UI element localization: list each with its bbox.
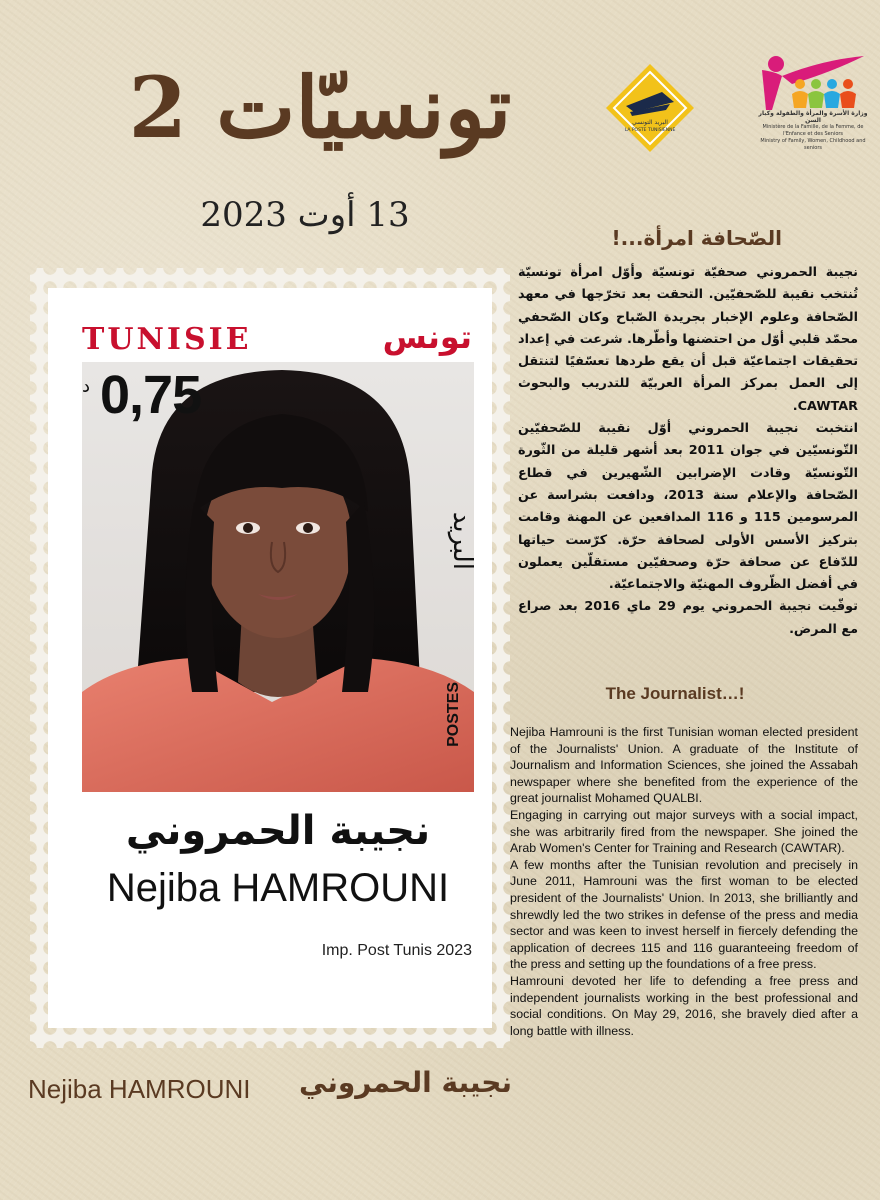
stamp-country-ar: تونس [382, 318, 472, 356]
english-paragraph: Nejiba Hamrouni is the first Tunisian woman elected president of the Journalists' Union. A graduate of the Institute of Journalism and Information Sciences, she joined the Assabah newspaper where she benefited from the experience of the great journalist Mohamed QUALBI. [510, 725, 858, 806]
stamp-value: 0,75 [100, 365, 202, 425]
caption-name-ar: نجيبة الحمروني [298, 1066, 512, 1099]
stamp-currency: د [82, 376, 91, 397]
stamp-postes-ar: البريد [447, 511, 477, 570]
svg-text:LA POSTE TUNISIENNE: LA POSTE TUNISIENNE [624, 128, 676, 133]
stamp-name-en: Nejiba HAMROUNI [106, 866, 450, 910]
english-heading: The Journalist…! [605, 684, 745, 703]
ministry-name-ar: وزارة الأسرة والمرأة والطفولة وكبار السن [758, 110, 868, 124]
portrait-photo [82, 362, 474, 792]
arabic-paragraph: نجيبة الحمروني صحفيّة تونسيّة وأوّل امرأة تونسيّة تُنتخب نقيبة للصّحفيّين. التحقت بعد تخرّجها في معهد الصّحافة وعلوم الإخبار بجريدة الصّباح وكان الصّحفي محمّد قلبي أوّل من احتضنها وأطّرها. شرعت في إعداد تحقيقات اجتماعيّة قبل أن يقع طردها تعسّفيًا لتنتقل إلى العمل بمركز المرأة العربيّة للتدريب والبحوث CAWTAR. [518, 265, 858, 414]
la-poste-logo [604, 62, 696, 154]
english-body [510, 724, 858, 1039]
ministry-name-en: Ministry of Family, Women, Childhood and seniors [760, 138, 866, 151]
stamp-postes-fr: POSTES [445, 682, 462, 747]
ministry-name-fr: Ministère de la Famille, de la Femme, de l'Enfance et des Seniors [762, 124, 864, 137]
la-poste-tunisienne-logo-icon [604, 62, 696, 154]
caption-name-en: Nejiba HAMROUNI [28, 1074, 251, 1104]
series-title: تونسيّات 2 [128, 58, 512, 157]
issue-date: 13 أوت 2023 [200, 195, 410, 235]
svg-text:البريد التونسي: البريد التونسي [632, 119, 668, 126]
arabic-paragraph: توفّيت نجيبة الحمروني يوم 29 ماي 2016 بعد صراع مع المرض. [518, 599, 858, 637]
english-paragraph: Engaging in carrying out major surveys with a social impact, she was arbitrarily fired from the newspaper. She joined the Arab Women's Center for Training and Research (CAWTAR). [510, 807, 858, 856]
ministry-name [752, 110, 874, 152]
portrait-image [82, 362, 474, 792]
stamp-name-ar: نجيبة الحمروني [125, 808, 431, 854]
arabic-heading: الصّحافة امرأة...! [611, 226, 782, 250]
english-paragraph: A few months after the Tunisian revolution and precisely in June 2011, Hamrouni was the first woman to be elected president of the Journalists' Union. In 2013, she brilliantly and shrewdly led the two strikes in defense of the press and media sector and was keen to invest herself in fiercely defending the application of decrees 115 and 116 guaranteeing freedom of the press and setting up the foundations of a free press. [510, 857, 858, 972]
arabic-body [518, 262, 858, 641]
english-paragraph: Hamrouni devoted her life to defending a free press and independent journalists working in the best professional and social conditions. On May 29, 2016, she bravely died after a long battle with illness. [510, 973, 858, 1038]
arabic-paragraph: انتخبت نجيبة الحمروني أوّل نقيبة للصّحفيّين التّونسيّين في جوان 2011 بعد أشهر قليلة من الثّورة التّونسيّة وقادت الإضرابين الشّهيرين في قطاع الصّحافة والإعلام سنة 2013، ودافعت بشراسة عن المرسومين 115 و 116 المدافعين عن المهنة وقامت بتركيز الأسس الأولى لصحافة حرّة. كرّست حياتها للدّفاع عن صحافة حرّة وصحفيّين مستقلّين يعملون في أفضل الظّروف المهنيّة والاجتماعيّة. [518, 421, 858, 593]
stamp-printer: Imp. Post Tunis 2023 [321, 942, 472, 959]
stamp-postes-label [424, 511, 484, 790]
ministry-family-logo-icon [752, 50, 872, 112]
stamp-country-fr: TUNISIE [82, 322, 252, 357]
